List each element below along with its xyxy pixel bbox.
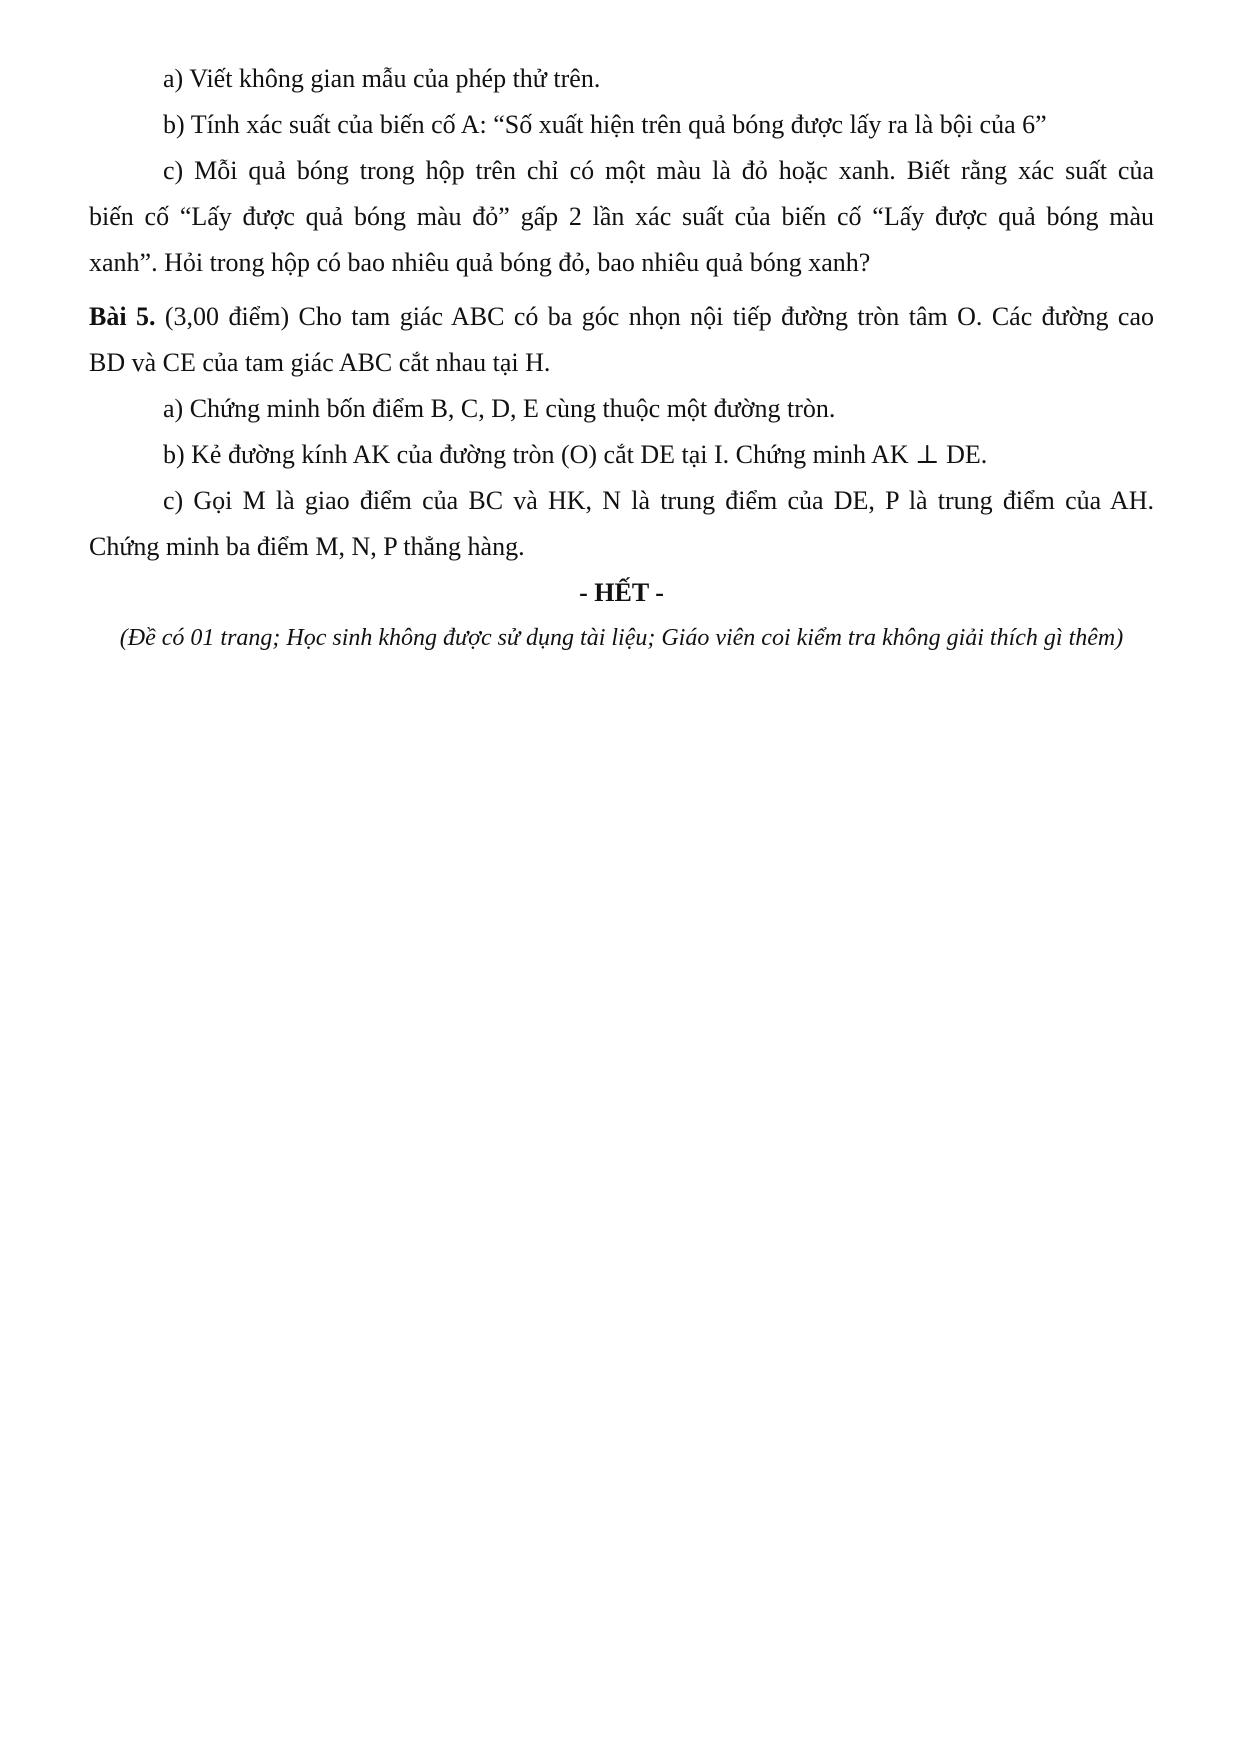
q4-part-c-line-3: xanh”. Hỏi trong hộp có bao nhiêu quả bóng đỏ, bao nhiêu quả bóng xanh? xyxy=(89,248,871,277)
q5-intro-line-1 xyxy=(89,294,1154,340)
q4-part-c-line-1: c) Mỗi quả bóng trong hộp trên chỉ có một màu là đỏ hoặc xanh. Biết rằng xác suất của xyxy=(163,156,1154,185)
q4-part-b: b) Tính xác suất của biến cố A: “Số xuất hiện trên quả bóng được lấy ra là bội của 6” xyxy=(163,110,1047,139)
q4-part-c-line-2: biến cố “Lấy được quả bóng màu đỏ” gấp 2 lần xác suất của biến cố “Lấy được quả bóng màu xyxy=(89,202,1154,231)
q5-intro-text: (3,00 điểm) Cho tam giác ABC có ba góc nhọn nội tiếp đường tròn tâm O. Các đường cao xyxy=(155,302,1154,331)
exam-content xyxy=(89,56,1154,660)
footer-note: (Đề có 01 trang; Học sinh không được sử dụng tài liệu; Giáo viên coi kiểm tra không giải thích gì thêm) xyxy=(119,625,1124,651)
q5-part-c-line-2: Chứng minh ba điểm M, N, P thẳng hàng. xyxy=(89,532,525,561)
q5-part-c-line-1: c) Gọi M là giao điểm của BC và HK, N là trung điểm của DE, P là trung điểm của AH. xyxy=(163,486,1154,515)
q5-heading: Bài 5. xyxy=(89,302,156,331)
q4-part-a: a) Viết không gian mẫu của phép thử trên. xyxy=(163,64,601,93)
end-mark: - HẾT - xyxy=(579,578,664,607)
q5-part-a: a) Chứng minh bốn điểm B, C, D, E cùng thuộc một đường tròn. xyxy=(163,394,836,423)
q5-intro-line-2: BD và CE của tam giác ABC cắt nhau tại H. xyxy=(89,348,551,377)
q5-part-b: b) Kẻ đường kính AK của đường tròn (O) cắt DE tại I. Chứng minh AK ⊥ DE. xyxy=(163,440,988,469)
